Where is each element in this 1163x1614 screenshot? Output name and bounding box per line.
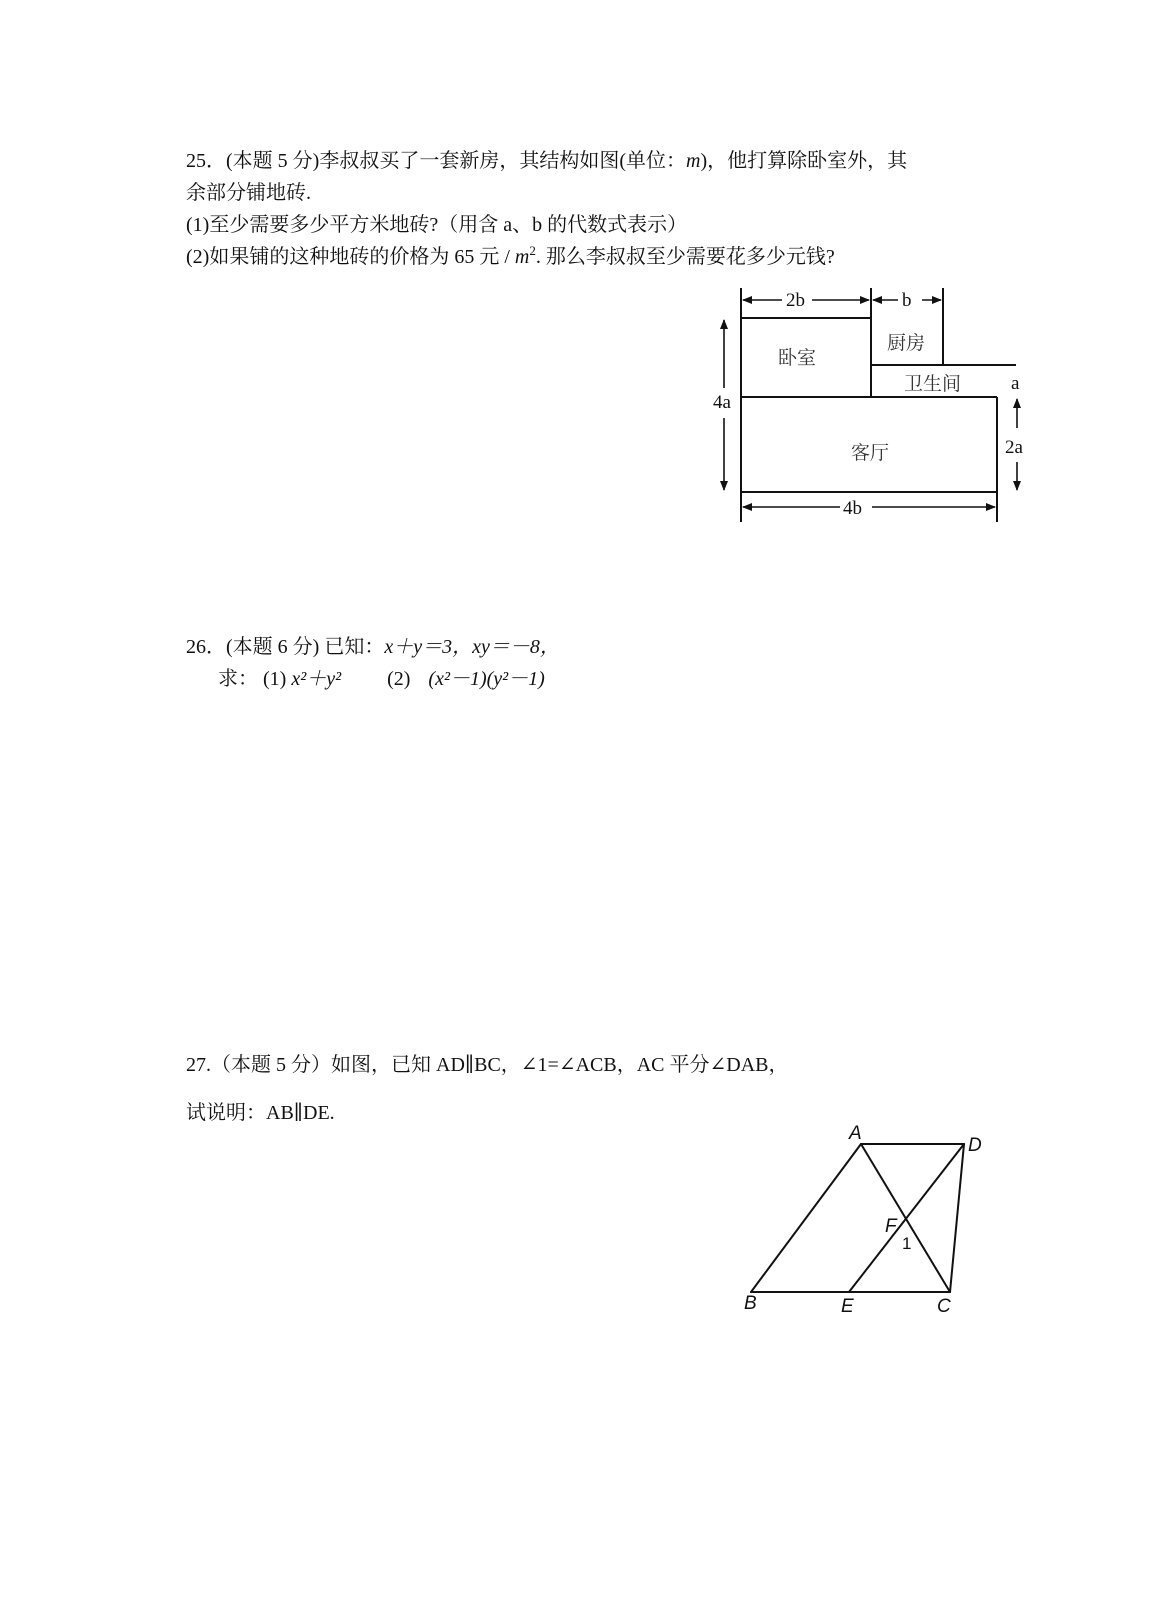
- q27-line-1: 27.（本题 5 分）如图，已知 AD∥BC，∠1=∠ACB，AC 平分∠DAB，: [186, 1054, 789, 1076]
- point-F-label: F: [885, 1216, 897, 1237]
- room-bathroom-label: 卫生间: [904, 373, 962, 395]
- dim-2a-label: 2a: [1005, 437, 1023, 458]
- segment-AB: [751, 1144, 861, 1292]
- point-D-label: D: [968, 1135, 982, 1156]
- dim-a-label: a: [1011, 373, 1020, 394]
- angle-1-label: 1: [902, 1234, 912, 1253]
- room-kitchen-label: 厨房: [887, 332, 926, 354]
- q25-line-1: 25．(本题 5 分)李叔叔买了一套新房，其结构如图(单位：m)，他打算除卧室外，其: [186, 150, 908, 172]
- dim-4a-label: 4a: [713, 392, 731, 413]
- dim-4b-label: 4b: [843, 498, 862, 519]
- point-B-label: B: [744, 1293, 757, 1314]
- q26-line-2: 求： (1) x²＋y² (2) (x²－1)(y²－1): [218, 668, 545, 690]
- segment-DE: [849, 1144, 964, 1292]
- segment-DC: [950, 1144, 964, 1292]
- point-E-label: E: [841, 1296, 854, 1317]
- q26-line-1: 26．(本题 6 分) 已知：x＋y＝3，xy＝－8，: [186, 636, 560, 658]
- q27-line-2: 试说明：AB∥DE.: [186, 1102, 335, 1124]
- q25-line-2: 余部分铺地砖.: [186, 182, 311, 204]
- room-living-label: 客厅: [851, 442, 890, 464]
- point-C-label: C: [937, 1296, 951, 1317]
- room-bedroom-label: 卧室: [778, 347, 817, 369]
- q25-part-1: (1)至少需要多少平方米地砖?（用含 a、b 的代数式表示）: [186, 214, 688, 236]
- q25-part-2: (2)如果铺的这种地砖的价格为 65 元 / $m^2$. 那么李叔叔至少需要花多少元钱?: [186, 243, 835, 268]
- point-A-label: A: [849, 1123, 862, 1144]
- dim-b-label: b: [902, 290, 912, 311]
- dim-2b-label: 2b: [786, 290, 805, 311]
